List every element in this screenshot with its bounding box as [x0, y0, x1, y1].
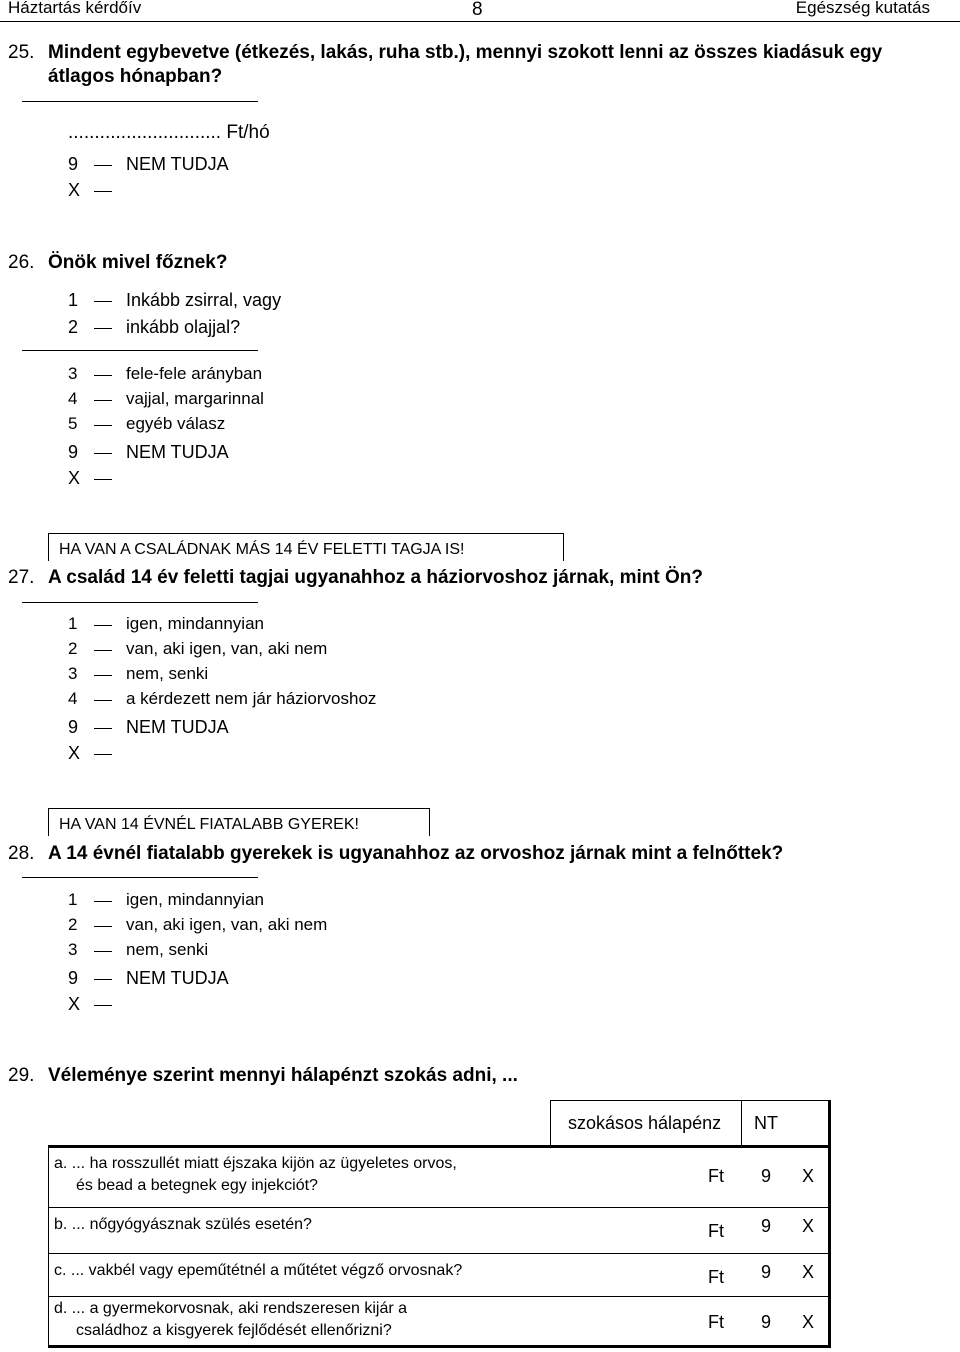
option-dash — [94, 926, 112, 927]
option-label: fele-fele arányban — [126, 364, 263, 383]
q26-text: Önök mivel főznek? — [48, 252, 228, 273]
row-unit: Ft — [708, 1312, 724, 1332]
q25-text-line2: átlagos hónapban? — [48, 66, 223, 87]
option-code: 5 — [68, 414, 78, 433]
option-dash — [94, 301, 112, 302]
row-text-line1: d. ... a gyermekorvosnak, aki rendszeresen kijár a — [54, 1300, 408, 1317]
option-dash — [94, 191, 112, 192]
option-dash — [94, 1005, 112, 1006]
option-code: 2 — [68, 639, 78, 658]
q28-text: A 14 évnél fiatalabb gyerekek is ugyanahhoz az orvoshoz járnak mint a felnőttek? — [48, 843, 784, 864]
row-text-line2: családhoz a kisgyerek fejlődését ellenőrizni? — [76, 1322, 392, 1339]
row-nt-code[interactable]: 9 — [761, 1262, 772, 1282]
option-dash — [94, 979, 112, 980]
header-left: Háztartás kérdőív — [8, 0, 142, 17]
page-number: 8 — [472, 0, 483, 20]
table-left-border — [48, 1145, 49, 1346]
option-code: 3 — [68, 364, 78, 383]
col-header-amount: szokásos hálapénz — [568, 1113, 722, 1133]
option-code: 9 — [68, 717, 79, 737]
option-label: van, aki igen, van, aki nem — [126, 639, 328, 658]
table-row-divider — [48, 1253, 828, 1254]
row-unit: Ft — [708, 1166, 724, 1186]
row-x-code[interactable]: X — [802, 1262, 815, 1282]
q27-text: A család 14 év feletti tagjai ugyanahhoz a háziorvoshoz járnak, mint Ön? — [48, 567, 703, 588]
option-dash — [94, 728, 112, 729]
option-label: van, aki igen, van, aki nem — [126, 915, 328, 934]
option-code: 2 — [68, 915, 78, 934]
q28-filter-note: HA VAN 14 ÉVNÉL FIATALABB GYEREK! — [48, 808, 430, 836]
q27-rule — [22, 602, 258, 603]
row-nt-code[interactable]: 9 — [761, 1166, 772, 1186]
option-code: 9 — [68, 968, 79, 988]
option-label: NEM TUDJA — [126, 968, 229, 988]
table-col-line — [550, 1100, 551, 1145]
row-text-line1: b. ... nőgyógyásznak szülés esetén? — [54, 1216, 312, 1233]
option-dash — [94, 375, 112, 376]
row-text-line1: a. ... ha rosszullét miatt éjszaka kijön az ügyeletes orvos, — [54, 1155, 457, 1172]
table-bottom-border — [48, 1345, 831, 1348]
option-dash — [94, 328, 112, 329]
table-right-border — [828, 1100, 831, 1346]
row-unit: Ft — [708, 1221, 724, 1241]
option-label: vajjal, margarinnal — [126, 389, 264, 408]
option-label: nem, senki — [126, 940, 209, 959]
q27-filter-note: HA VAN A CSALÁDNAK MÁS 14 ÉV FELETTI TAGJA IS! — [48, 533, 564, 561]
option-code: 4 — [68, 689, 78, 708]
option-code: 3 — [68, 664, 78, 683]
option-code: 4 — [68, 389, 78, 408]
option-label: NEM TUDJA — [126, 717, 229, 737]
option-label: Inkább zsirral, vagy — [126, 290, 282, 310]
option-dash — [94, 453, 112, 454]
option-dash — [94, 400, 112, 401]
header-rule — [0, 21, 960, 22]
table-top-border — [550, 1100, 828, 1101]
option-label: inkább olajjal? — [126, 317, 241, 337]
option-dash — [94, 165, 112, 166]
row-x-code[interactable]: X — [802, 1166, 815, 1186]
q26-number: 26. — [8, 252, 35, 273]
table-row-divider — [48, 1296, 828, 1297]
option-label: nem, senki — [126, 664, 209, 683]
q25-text-line1: Mindent egybevetve (étkezés, lakás, ruha stb.), mennyi szokott lenni az összes kiadásuk egy — [48, 42, 883, 63]
option-dash — [94, 479, 112, 480]
option-code: 9 — [68, 154, 79, 174]
option-code: 3 — [68, 940, 78, 959]
option-code: X — [68, 180, 81, 200]
option-label: NEM TUDJA — [126, 442, 229, 462]
option-code: X — [68, 994, 81, 1014]
table-row-divider — [48, 1207, 828, 1208]
q25-rule — [22, 101, 258, 102]
q29-number: 29. — [8, 1065, 35, 1086]
q26-rule — [22, 350, 258, 351]
row-x-code[interactable]: X — [802, 1216, 815, 1236]
option-dash — [94, 754, 112, 755]
row-nt-code[interactable]: 9 — [761, 1216, 772, 1236]
option-dash — [94, 675, 112, 676]
option-label: igen, mindannyian — [126, 890, 264, 909]
row-unit: Ft — [708, 1267, 724, 1287]
q25-answer-line[interactable]: ............................. Ft/hó — [68, 122, 270, 143]
option-label: a kérdezett nem jár háziorvoshoz — [126, 689, 377, 708]
table-col-line — [741, 1100, 742, 1145]
option-code: X — [68, 468, 81, 488]
q28-rule — [22, 877, 258, 878]
header-right: Egészség kutatás — [795, 0, 930, 17]
option-code: X — [68, 743, 81, 763]
option-code: 9 — [68, 442, 79, 462]
row-text-line2: és bead a betegnek egy injekciót? — [76, 1177, 318, 1194]
option-code: 2 — [68, 317, 79, 337]
row-text-line1: c. ... vakbél vagy epeműtétnél a műtétet végző orvosnak? — [54, 1262, 463, 1279]
q27-number: 27. — [8, 567, 35, 588]
row-x-code[interactable]: X — [802, 1312, 815, 1332]
q29-text: Véleménye szerint mennyi hálapénzt szokás adni, ... — [48, 1065, 518, 1086]
option-dash — [94, 700, 112, 701]
option-dash — [94, 425, 112, 426]
row-nt-code[interactable]: 9 — [761, 1312, 772, 1332]
option-code: 1 — [68, 290, 79, 310]
option-dash — [94, 951, 112, 952]
option-code: 1 — [68, 614, 78, 633]
option-dash — [94, 625, 112, 626]
q25-number: 25. — [8, 42, 35, 63]
option-label: NEM TUDJA — [126, 154, 229, 174]
q28-number: 28. — [8, 843, 35, 864]
option-dash — [94, 650, 112, 651]
table-header-border — [48, 1145, 831, 1148]
option-label: egyéb válasz — [126, 414, 226, 433]
option-dash — [94, 901, 112, 902]
col-header-nt: NT — [754, 1113, 778, 1133]
option-label: igen, mindannyian — [126, 614, 264, 633]
option-code: 1 — [68, 890, 78, 909]
